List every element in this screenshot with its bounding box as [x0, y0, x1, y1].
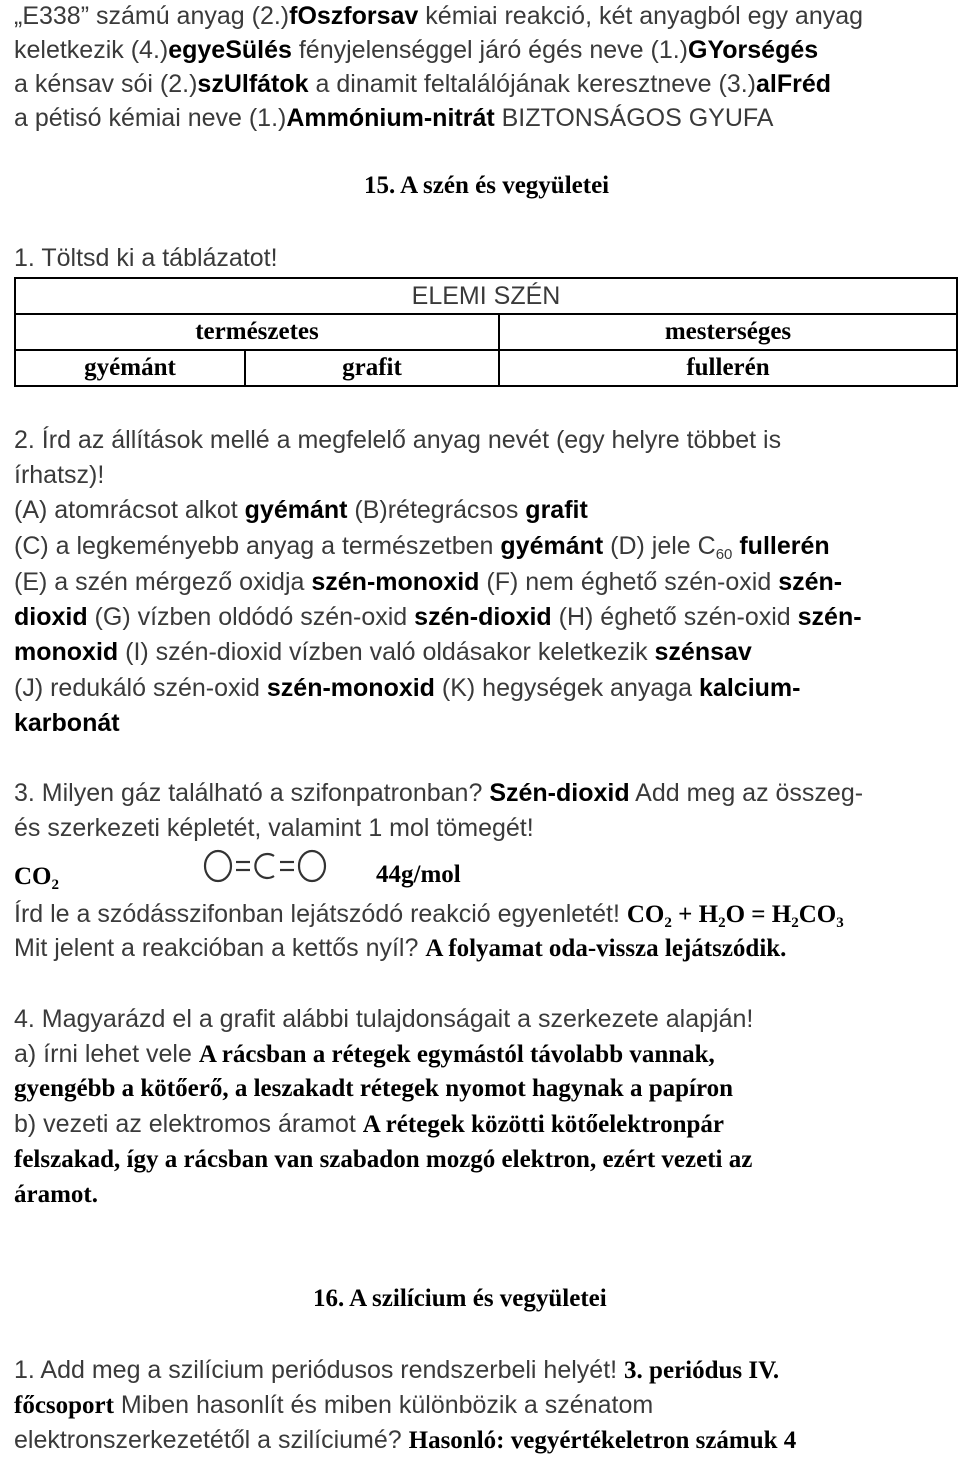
- question-3-line-2: és szerkezeti képletét, valamint 1 mol tömegét!: [14, 814, 534, 842]
- q2-line-j: (J) redukáló szén-oxid szén-monoxid (K) hegységek anyaga kalcium-: [14, 674, 801, 702]
- molar-mass: 44g/mol: [376, 861, 461, 888]
- co2-formula: $CO_2$: [14, 863, 59, 893]
- question-3-line-5: Mit jelent a reakcióban a kettős nyíl? A folyamat oda-vissza lejátszódik.: [14, 934, 787, 962]
- intro-line-4: a pétisó kémiai neve (1.)Ammónium-nitrát BIZTONSÁGOS GYUFA: [14, 104, 774, 132]
- q2-line-i: monoxid (I) szén-dioxid vízben való oldásakor keletkezik szénsav: [14, 638, 752, 666]
- q4-line-a: a) írni lehet vele A rácsban a rétegek egymástól távolabb vannak,: [14, 1040, 715, 1068]
- question-3-line-4: Írd le a szódásszifonban lejátszódó reakció egyenletét! $CO_2 + H_2O = H_2CO_3$: [14, 900, 844, 931]
- s16-line-1: 1. Add meg a szilícium periódusos rendszerbeli helyét! 3. periódus IV.: [14, 1356, 780, 1384]
- cell-gyemant: gyémánt: [15, 350, 245, 386]
- q2-line-k: karbonát: [14, 709, 120, 737]
- q4-line-a2: gyengébb a kötőerő, a leszakadt rétegek nyomot hagynak a papíron: [14, 1075, 734, 1102]
- cell-fulleren: fullerén: [499, 350, 957, 386]
- table-header: ELEMI SZÉN: [15, 278, 957, 314]
- intro-line-2: keletkezik (4.)egyeSülés fényjelenséggel járó égés neve (1.)GYorségés: [14, 36, 819, 64]
- intro-line-1: „E338” számú anyag (2.)fOszforsav kémiai reakció, két anyagból egy anyag: [14, 2, 864, 30]
- section-15-title: 15. A szén és vegyületei: [364, 172, 610, 199]
- q2-line-g: dioxid (G) vízben oldódó szén-oxid szén-dioxid (H) éghető szén-oxid szén-: [14, 603, 862, 631]
- cell-mesterseges: mesterséges: [499, 314, 957, 350]
- section-16-title: 16. A szilícium és vegyületei: [313, 1285, 607, 1312]
- co2-structure-image: [198, 846, 330, 893]
- question-2-line-2: írhatsz)!: [14, 461, 105, 489]
- question-4-line-1: 4. Magyarázd el a grafit alábbi tulajdonságait a szerkezete alapján!: [14, 1005, 754, 1033]
- cell-termeszetes: természetes: [15, 314, 499, 350]
- q4-line-b2: felszakad, így a rácsban van szabadon mozgó elektron, ezért vezeti az: [14, 1146, 753, 1173]
- co2-structure-svg: [198, 846, 330, 886]
- q4-line-b: b) vezeti az elektromos áramot A rétegek közötti kötőelektronpár: [14, 1110, 725, 1138]
- s16-line-2: főcsoport Miben hasonlít és miben különbözik a szénatom: [14, 1391, 654, 1419]
- q4-line-b3: áramot.: [14, 1181, 98, 1208]
- elemi-szen-table: [14, 277, 958, 387]
- question-2-line-1: 2. Írd az állítások mellé a megfelelő anyag nevét (egy helyre többet is: [14, 426, 782, 454]
- intro-line-3: a kénsav sói (2.)szUlfátok a dinamit feltalálójának keresztneve (3.)alFréd: [14, 70, 832, 98]
- question-3-line-1: 3. Milyen gáz található a szifonpatronban? Szén-dioxid Add meg az összeg-: [14, 779, 864, 807]
- q2-line-c: (C) a legkeményebb anyag a természetben gyémánt (D) jele $C_{60}$ fullerén: [14, 532, 830, 563]
- s16-line-3: elektronszerkezetétől a szilíciumé? Hasonló: vegyértékeletron számuk 4: [14, 1426, 797, 1454]
- question-1: 1. Töltsd ki a táblázatot!: [14, 244, 278, 272]
- q2-line-e: (E) a szén mérgező oxidja szén-monoxid (F) nem éghető szén-oxid szén-: [14, 568, 843, 596]
- cell-grafit: grafit: [245, 350, 499, 386]
- q2-line-a: (A) atomrácsot alkot gyémánt (B)rétegrácsos grafit: [14, 496, 588, 524]
